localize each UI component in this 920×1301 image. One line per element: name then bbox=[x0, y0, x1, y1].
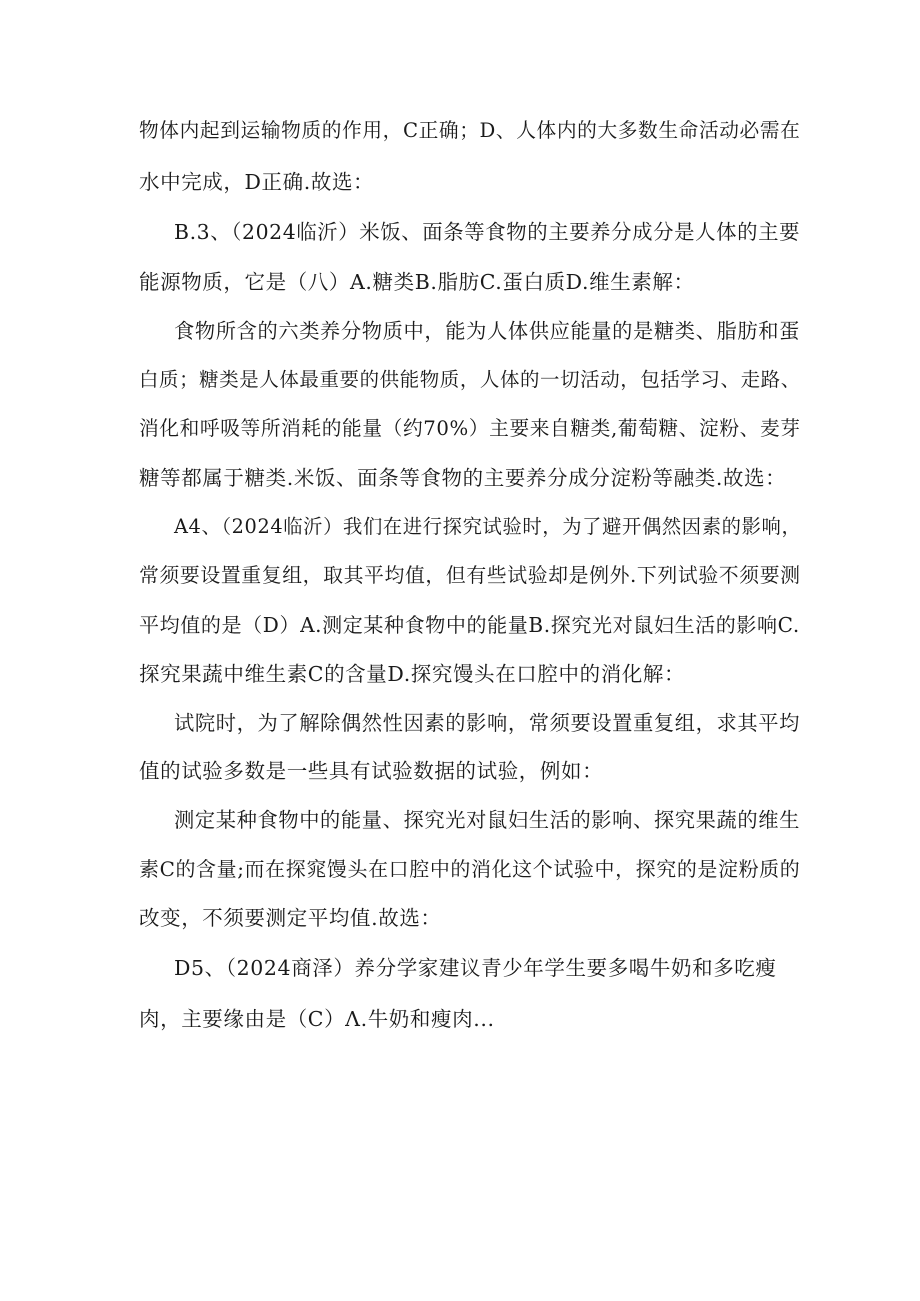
text-line: 糖等都属于糖类.米饭、面条等食物的主要养分成分淀粉等融类.故选： bbox=[139, 466, 787, 490]
text-line: 探究果蔬中维生素C的含量D.探究馒头在口腔中的消化解： bbox=[139, 662, 686, 686]
text-line: 素C的含量;而在探窕馒头在口腔中的消化这个试验中，探究的是淀粉质的 bbox=[139, 857, 801, 881]
text-line: 平均值的是（D）A.测定某种食物中的能量B.探究光对鼠妇生活的影响C. bbox=[139, 613, 800, 637]
text-line: A4、（2024临沂）我们在进行探究试验时，为了避开偶然因素的影响， bbox=[174, 515, 802, 538]
text-line: 肉，主要缘由是（C）Λ.牛奶和瘦肉... bbox=[139, 1007, 495, 1031]
text-line: 水中完成，D正确.故选： bbox=[139, 170, 375, 194]
text-line: 消化和呼吸等所消耗的能量（约70%）主要来自糖类,葡萄糖、淀粉、麦芽 bbox=[139, 417, 801, 440]
text-line: 值的试验多数是一些具有试验数据的试验，例如： bbox=[139, 759, 604, 783]
text-line: B.3、（2024临沂）米饭、面条等食物的主要养分成分是人体的主要 bbox=[174, 220, 801, 244]
text-line: 物体内起到运输物质的作用，C正确；D、人体内的大多数生命活动必需在 bbox=[139, 119, 801, 142]
text-line: 测定某种食物中的能量、探究光对鼠妇生活的影响、探究果蔬的维生 bbox=[174, 808, 800, 832]
text-line: 常须要设置重复组，取其平均值，但有些试验却是例外.下列试验不须要测 bbox=[139, 564, 801, 587]
text-line: 食物所含的六类养分物质中，能为人体供应能量的是糖类、脂肪和蛋 bbox=[174, 319, 800, 343]
text-line: D5、（2024商泽）养分学家建议青少年学生要多喝牛奶和多吃瘦 bbox=[174, 956, 777, 980]
text-line: 能源物质，它是（八）A.糖类B.脂肪C.蛋白质D.维生素解： bbox=[139, 270, 695, 294]
text-line: 试院时，为了解除偶然性因素的影响，常须要设置重复组，求其平均 bbox=[174, 711, 800, 735]
text-line: 白质；糖类是人体最重要的供能物质，人体的一切活动，包括学习、走路、 bbox=[139, 368, 801, 391]
text-line: 改变，不须要测定平均值.故选： bbox=[139, 906, 442, 930]
